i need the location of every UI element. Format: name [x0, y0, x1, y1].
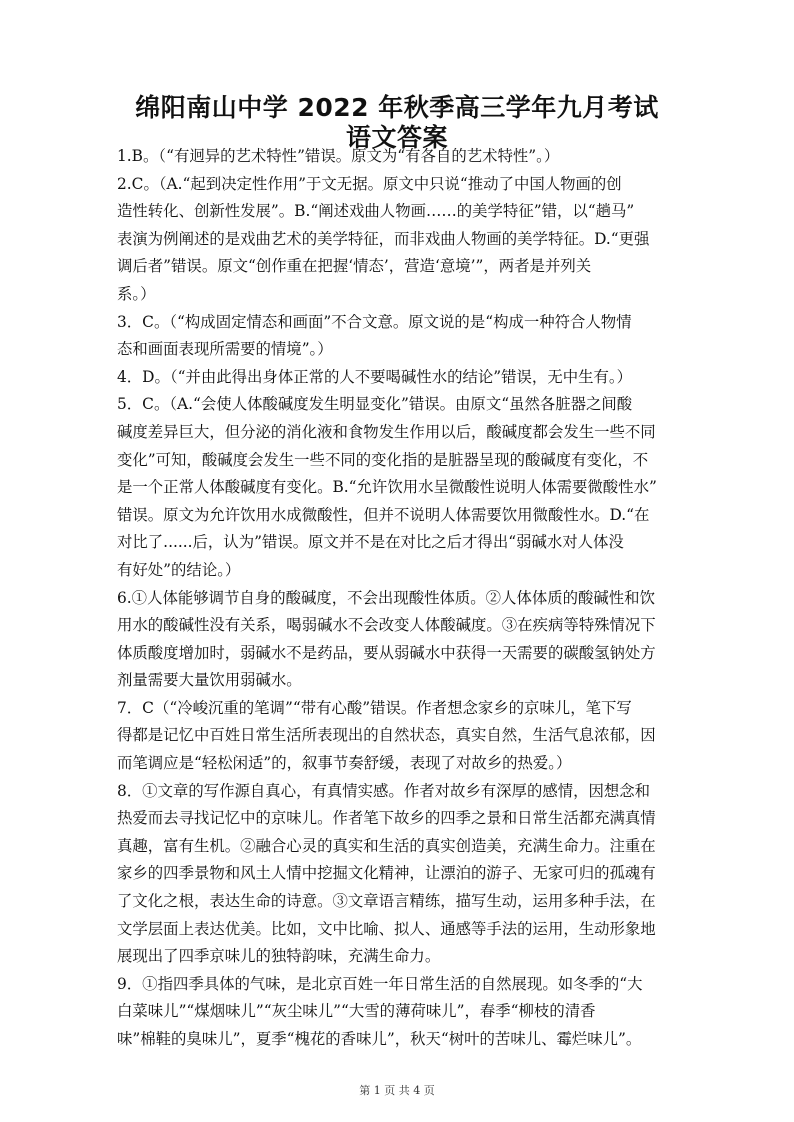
text-line: 而笔调应是“轻松闲适”的，叙事节奏舒缓，表现了对故乡的热爱。） [117, 754, 572, 773]
text-line: 系。） [117, 284, 156, 303]
text-line: 展现出了四季京味儿的独特韵味，充满生命力。 [117, 947, 441, 966]
text-line: 得都是记忆中百姓日常生活所表现出的自然状态，真实自然，生活气息浓郁，因 [117, 726, 656, 745]
text-line: 碱度差异巨大，但分泌的消化液和食物发生作用以后，酸碱度都会发生一些不同 [117, 422, 656, 441]
text-line: 体质酸度增加时，弱碱水不是药品，要从弱碱水中获得一天需要的碳酸氢钠处方 [117, 643, 656, 662]
text-line: 家乡的四季景物和风土人情中挖掘文化精神，让漂泊的游子、无家可归的孤魂有 [117, 864, 656, 883]
text-line: 5．C。（A.“会使人体酸碱度发生明显变化”错误。由原文“虽然各脏器之间酸 [117, 395, 633, 414]
answer-body [117, 143, 679, 1054]
text-line: 7．C（“冷峻沉重的笔调”“带有心酸”错误。作者想念家乡的京味儿，笔下写 [117, 698, 632, 717]
text-line: 表演为例阐述的是戏曲艺术的美学特征，而非戏曲人物画的美学特征。D.“更强 [117, 229, 650, 248]
text-line: 了文化之根，表达生命的诗意。③文章语言精练，描写生动，运用多种手法，在 [117, 892, 656, 911]
text-line: 9．①指四季具体的气味，是北京百姓一年日常生活的自然展现。如冬季的“大 [117, 974, 643, 993]
text-line: 对比了......后，认为”错误。原文并不是在对比之后才得出“弱碱水对人体没 [117, 533, 624, 552]
text-line: 变化”可知，酸碱度会发生一些不同的变化指的是脏器呈现的酸碱度有变化，不 [117, 450, 649, 469]
text-line: 2.C。（A.“起到决定性作用”于文无据。原文中只说“推动了中国人物画的创 [117, 174, 622, 193]
text-line: 白菜味儿”“煤烟味儿”“灰尘味儿”“大雪的薄荷味儿”，春季“柳枝的清香 [117, 1002, 596, 1021]
text-line: 8．①文章的写作源自真心，有真情实感。作者对故乡有深厚的感情，因想念和 [117, 781, 651, 800]
text-line: 热爱而去寻找记忆中的京味儿。作者笔下故乡的四季之景和日常生活都充满真情 [117, 809, 656, 828]
text-line: 用水的酸碱性没有关系，喝弱碱水不会改变人体酸碱度。③在疾病等特殊情况下 [117, 616, 656, 635]
text-line: 1.B。（“有迥异的艺术特性”错误。原文为“有各自的艺术特性”。） [117, 147, 560, 165]
text-line: 真趣，富有生机。②融合心灵的真实和生活的真实创造美，充满生命力。注重在 [117, 836, 656, 855]
text-line: 4．D。（“并由此得出身体正常的人不要喝碱性水的结论”错误，无中生有。） [117, 367, 632, 386]
text-line: 错误。原文为允许饮用水成微酸性，但并不说明人体需要饮用微酸性水。D.“在 [117, 505, 650, 524]
text-line: 3．C。（“构成固定情态和画面”不合文意。原文说的是“构成一种符合人物情 [117, 312, 632, 331]
document-title: 绵阳南山中学 2022 年秋季高三学年九月考试 [135, 93, 659, 122]
text-line: 是一个正常人体酸碱度有变化。B.“允许饮用水呈微酸性说明人体需要微酸性水” [117, 478, 657, 497]
text-line: 剂量需要大量饮用弱碱水。 [117, 671, 302, 690]
page-number: 第 1 页 共 4 页 [359, 1084, 435, 1097]
document-subtitle: 语文答案 [345, 123, 448, 152]
text-line: 造性转化、创新性发展”。B.“阐述戏曲人物画……的美学特征”错，以“趟马” [117, 202, 635, 221]
text-line: 调后者”错误。原文“创作重在把握‘情态’，营造‘意境’”，两者是并列关 [117, 257, 592, 276]
text-line: 态和画面表现所需要的情境”。） [117, 340, 333, 359]
text-line: 味”棉鞋的臭味儿”，夏季“槐花的香味儿”，秋天“树叶的苦味儿、霉烂味儿”。 [117, 1030, 642, 1048]
text-line: 文学层面上表达优美。比如，文中比喻、拟人、通感等手法的运用，生动形象地 [117, 919, 656, 938]
text-line: 6.①人体能够调节自身的酸碱度，不会出现酸性体质。②人体体质的酸碱性和饮 [117, 588, 655, 607]
text-line: 有好处”的结论。） [117, 560, 241, 579]
